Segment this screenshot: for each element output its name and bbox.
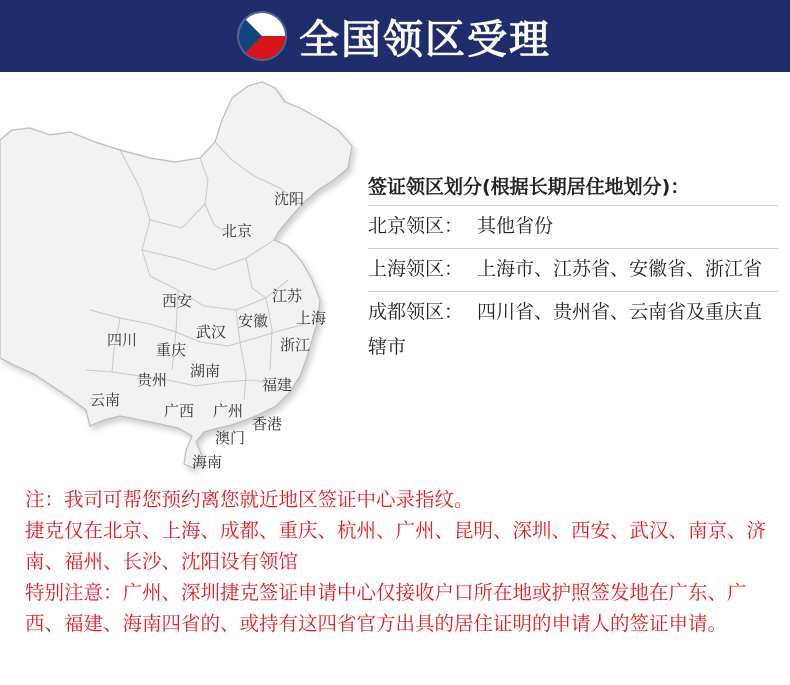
city-anhui: 安徽 [238, 312, 269, 330]
note-line: 特别注意：广州、深圳捷克签证申请中心仅接收户口所在地或护照签发地在广东、广西、福建、海南四省的、或持有这四省官方出具的居住证明的申请人的签证申请。 [25, 581, 747, 635]
czech-flag-icon [239, 13, 285, 59]
district-value: 上海市、江苏省、安徽省、浙江省 [477, 258, 763, 280]
city-fujian: 福建 [262, 376, 293, 394]
city-sichuan: 四川 [107, 331, 138, 349]
district-shanghai [368, 248, 778, 291]
district-chengdu [368, 291, 778, 369]
district-heading: 签证领区划分(根据长期居住地划分)： [368, 176, 690, 198]
city-shenyang: 沈阳 [274, 190, 305, 208]
city-hainan: 海南 [192, 453, 223, 471]
city-hongkong: 香港 [252, 415, 283, 433]
china-map [0, 80, 360, 480]
district-label: 成都领区： [368, 301, 464, 323]
page-title: 全国领区受理 [299, 16, 551, 63]
district-info [368, 172, 778, 369]
city-shanghai: 上海 [296, 309, 327, 327]
city-beijing: 北京 [222, 222, 253, 240]
city-zhejiang: 浙江 [280, 336, 311, 354]
city-guangxi: 广西 [164, 402, 195, 420]
city-chongqing: 重庆 [156, 341, 187, 359]
district-label: 北京领区： [368, 215, 464, 237]
note-line: 注：我司可帮您预约离您就近地区签证中心录指纹。 [25, 488, 474, 511]
district-label: 上海领区： [368, 258, 464, 280]
district-beijing [368, 205, 778, 248]
district-value: 四川省、贵州省、云南省及重庆直辖市 [368, 301, 763, 358]
city-wuhan: 武汉 [196, 323, 227, 341]
district-value: 其他省份 [477, 215, 554, 237]
notes-block [25, 484, 785, 639]
city-xian: 西安 [162, 292, 193, 310]
city-macau: 澳门 [215, 429, 246, 447]
city-yunnan: 云南 [90, 391, 121, 409]
city-guizhou: 贵州 [137, 371, 168, 389]
city-hunan: 湖南 [190, 362, 221, 380]
header-banner [0, 0, 790, 72]
city-guangzhou: 广州 [213, 402, 244, 420]
note-line: 捷克仅在北京、上海、成都、重庆、杭州、广州、昆明、深圳、西安、武汉、南京、济南、福州、长沙、沈阳设有领馆 [25, 519, 767, 573]
city-jiangsu: 江苏 [272, 287, 303, 305]
